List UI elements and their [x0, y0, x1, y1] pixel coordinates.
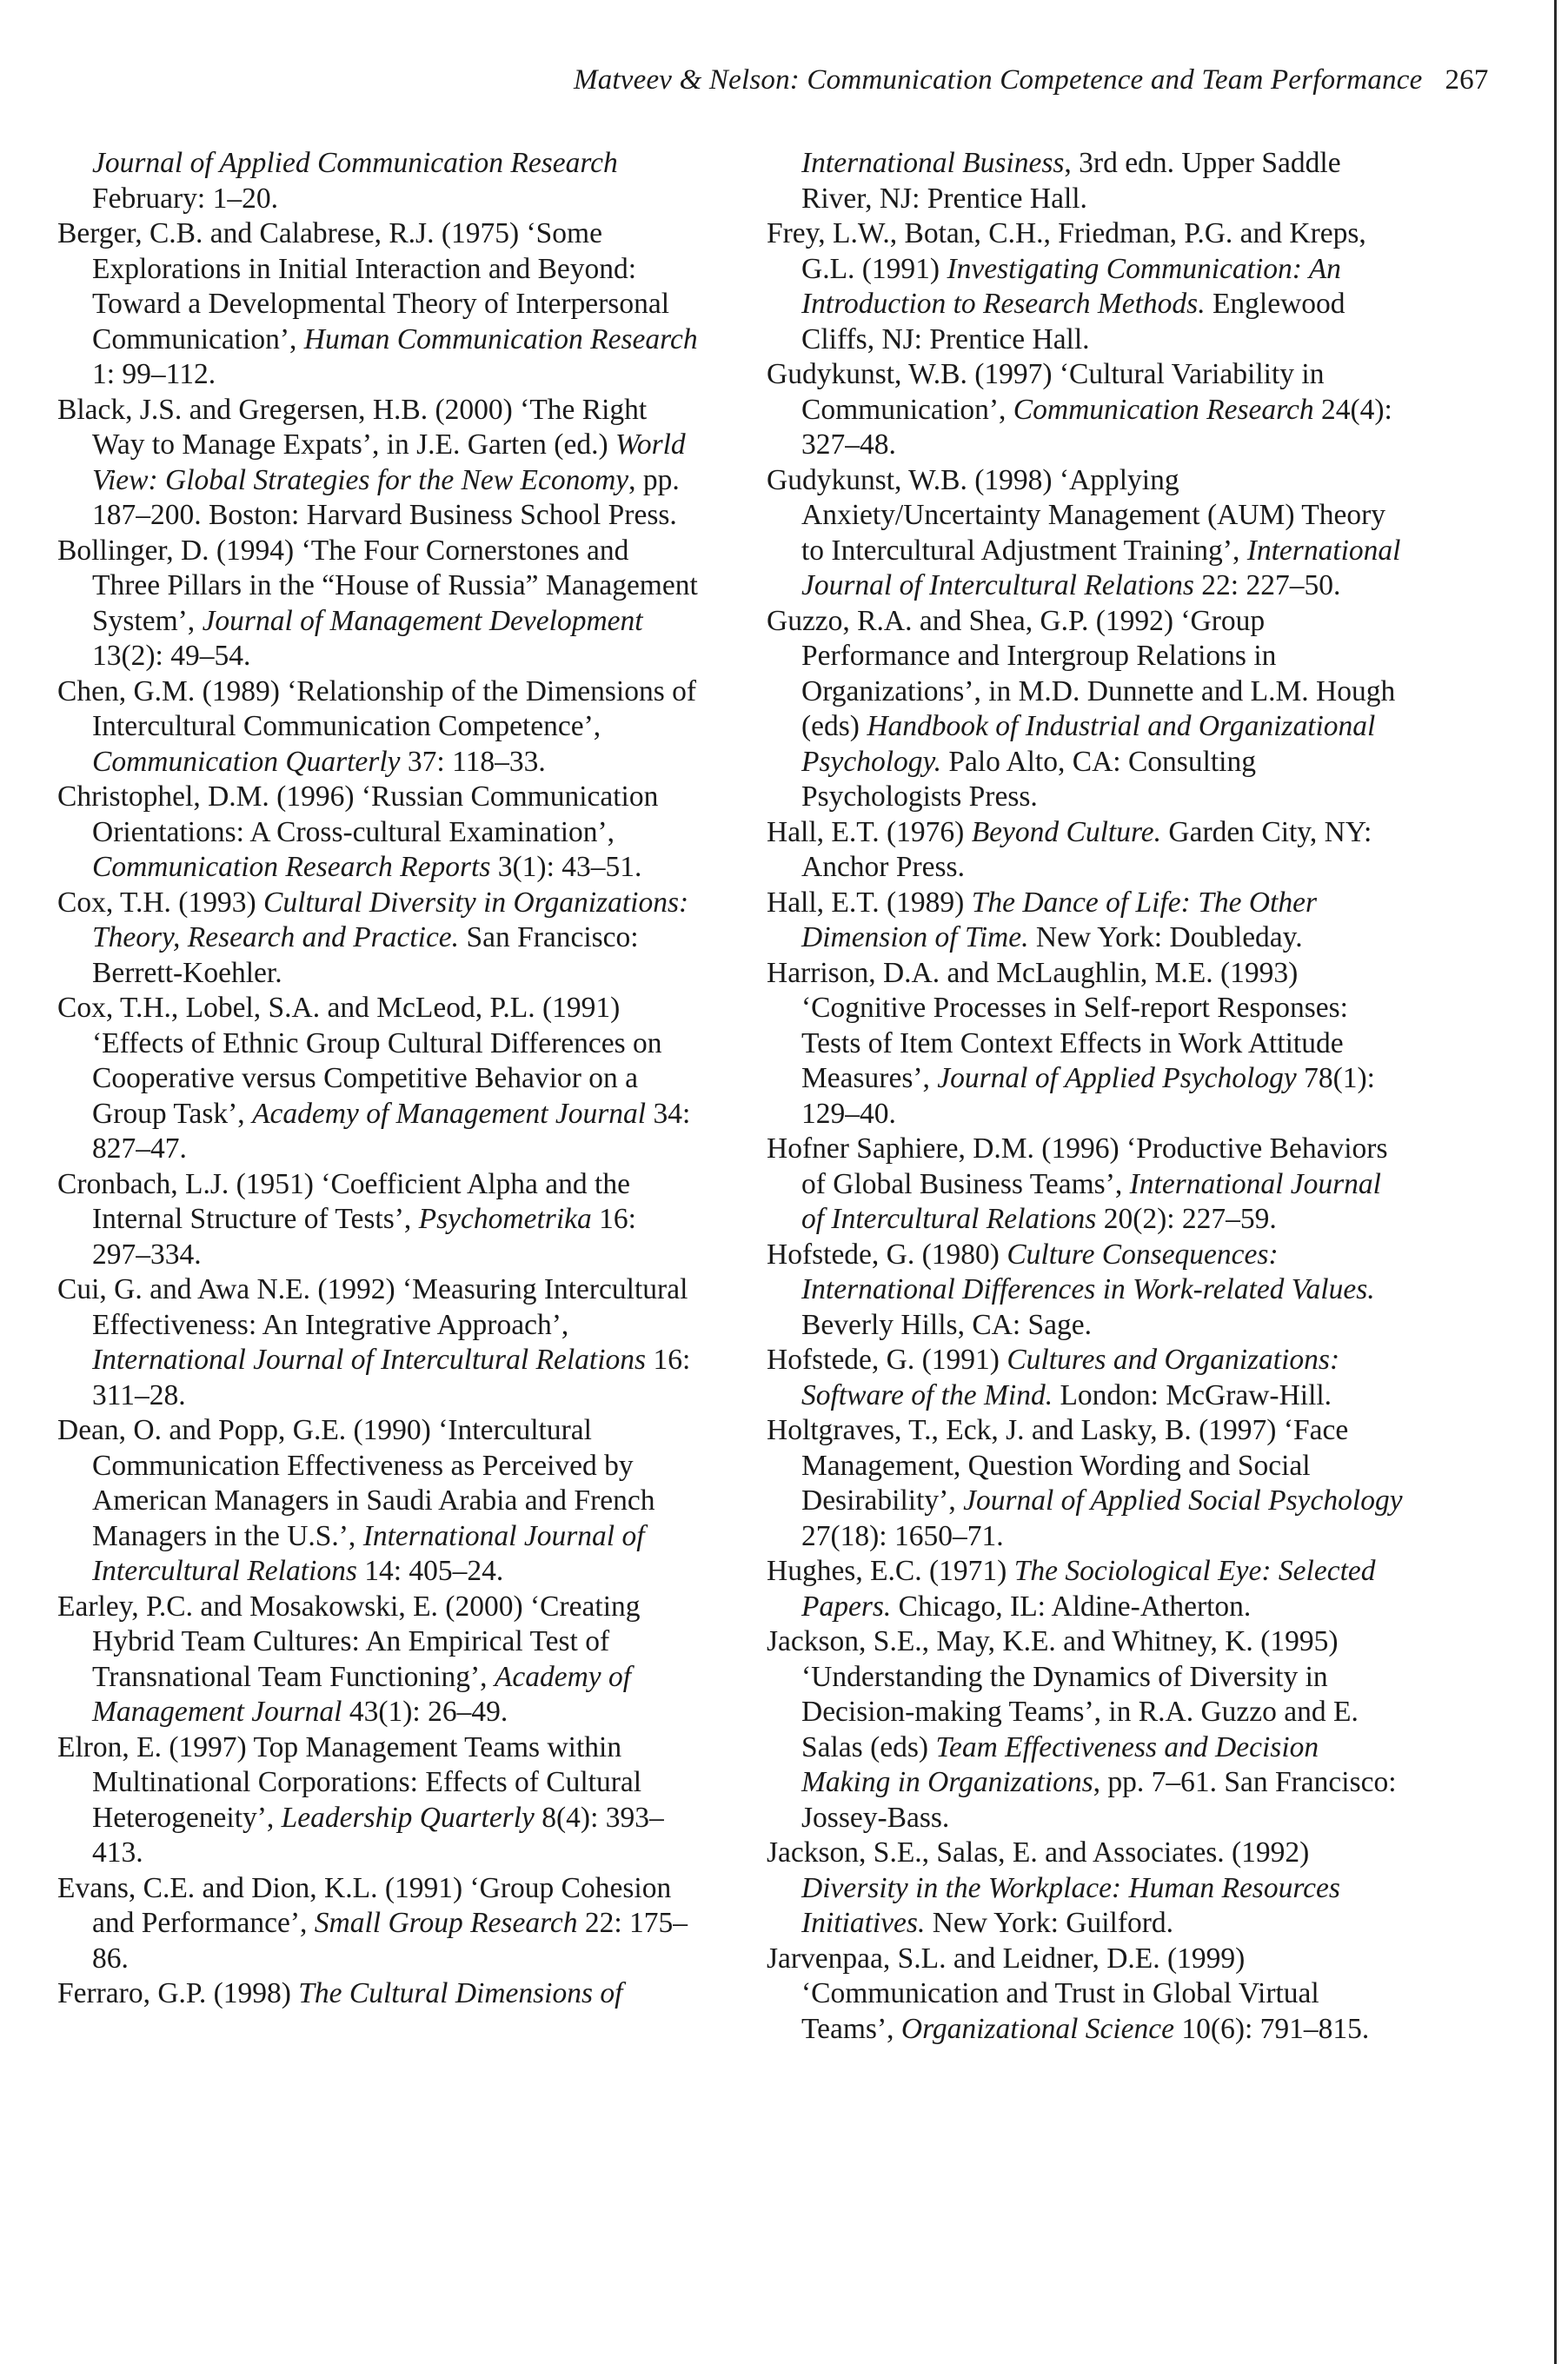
- reference-text: Chicago, IL: Aldine-Atherton.: [891, 1590, 1252, 1623]
- reference-title-italic: Academy of Management Journal: [92, 1660, 632, 1728]
- reference-text: Ferraro, G.P. (1998): [57, 1977, 299, 2009]
- reference-text: 1: 99–112.: [92, 358, 216, 390]
- reference-title-italic: Journal of Applied Psychology: [937, 1062, 1297, 1094]
- reference-entry: [57, 1871, 701, 1977]
- reference-title-italic: Communication Research: [1013, 393, 1314, 426]
- reference-text: Hofstede, G. (1991): [767, 1344, 1007, 1376]
- reference-title-italic: Small Group Research: [314, 1907, 578, 1939]
- reference-text: Hall, E.T. (1976): [767, 815, 972, 848]
- reference-title-italic: Organizational Science: [900, 2012, 1175, 2045]
- reference-text: Earley, P.C. and Mosakowski, E. (2000) ‘Creating Hybrid Team Cultures: An Empirical Test of Transnational Team Functioning’,: [57, 1590, 641, 1693]
- reference-text: 24(4): 327–48.: [801, 393, 1392, 461]
- reference-text: Christophel, D.M. (1996) ‘Russian Communication Orientations: A Cross-cultural Examination’,: [57, 780, 659, 848]
- reference-text: Frey, L.W., Botan, C.H., Friedman, P.G. and Kreps, G.L. (1991): [767, 217, 1366, 285]
- reference-text: Gudykunst, W.B. (1998) ‘Applying Anxiety/Uncertainty Management (AUM) Theory to Intercultural Adjustment Training’,: [767, 463, 1385, 567]
- reference-text: Berger, C.B. and Calabrese, R.J. (1975) ‘Some Explorations in Initial Interaction and Beyond: Toward a Developmental Theory of Interpersonal Communication’,: [57, 217, 669, 355]
- reference-title-italic: Handbook of Industrial and Organizational Psychology.: [801, 710, 1376, 778]
- reference-text: Holtgraves, T., Eck, J. and Lasky, B. (1997) ‘Face Management, Question Wording and Social Desirability’,: [767, 1414, 1349, 1517]
- reference-text: Guzzo, R.A. and Shea, G.P. (1992) ‘Group Performance and Intergroup Relations in Organizations’, in M.D. Dunnette and L.M. Hough (eds): [767, 604, 1396, 742]
- reference-text: Chen, G.M. (1989) ‘Relationship of the Dimensions of Intercultural Communication Competence’,: [57, 674, 697, 742]
- reference-entry: [57, 146, 701, 216]
- reference-text: Garden City, NY: Anchor Press.: [801, 815, 1372, 883]
- reference-title-italic: Investigating Communication: An Introduction to Research Methods.: [801, 252, 1341, 320]
- reference-text: Hughes, E.C. (1971): [767, 1555, 1014, 1587]
- reference-entry: [767, 146, 1410, 216]
- reference-text: Black, J.S. and Gregersen, H.B. (2000) ‘The Right Way to Manage Expats’, in J.E. Garten (ed.): [57, 393, 648, 461]
- page-edge-line: [1554, 0, 1557, 2364]
- running-header: [574, 64, 1489, 96]
- reference-title-italic: World View: Global Strategies for the New Economy: [92, 428, 686, 496]
- reference-title-italic: Cultural Diversity in Organizations: Theory, Research and Practice.: [92, 886, 689, 953]
- reference-text: 34: 827–47.: [92, 1097, 691, 1165]
- reference-text: 22: 175–86.: [92, 1907, 688, 1975]
- page-number: 267: [1445, 64, 1489, 96]
- reference-entry: [57, 1167, 701, 1273]
- reference-title-italic: Team Effectiveness and Decision Making in Organizations: [801, 1730, 1319, 1798]
- reference-text: Englewood Cliffs, NJ: Prentice Hall.: [801, 288, 1345, 355]
- reference-text: 13(2): 49–54.: [92, 640, 251, 672]
- reference-text: 22: 227–50.: [1193, 569, 1341, 601]
- reference-entry: [57, 1976, 701, 2012]
- reference-text: Gudykunst, W.B. (1997) ‘Cultural Variability in Communication’,: [767, 358, 1325, 426]
- reference-title-italic: Culture Consequences: International Differences in Work-related Values.: [801, 1238, 1375, 1305]
- reference-entry: [767, 1238, 1410, 1344]
- reference-title-italic: International Business: [801, 147, 1065, 179]
- reference-text: Elron, E. (1997) Top Management Teams within Multinational Corporations: Effects of Cultural Heterogeneity’,: [57, 1730, 642, 1834]
- reference-entry: [767, 1343, 1410, 1413]
- reference-entry: [57, 1413, 701, 1590]
- reference-text: Hofner Saphiere, D.M. (1996) ‘Productive Behaviors of Global Business Teams’,: [767, 1132, 1388, 1200]
- reference-title-italic: Journal of Applied Social Psychology: [963, 1484, 1403, 1517]
- reference-title-italic: Diversity in the Workplace: Human Resources Initiatives.: [801, 1871, 1340, 1939]
- reference-text: Cui, G. and Awa N.E. (1992) ‘Measuring Intercultural Effectiveness: An Integrative Approach’,: [57, 1273, 688, 1341]
- reference-text: 20(2): 227–59.: [1096, 1203, 1277, 1235]
- reference-text: 27(18): 1650–71.: [801, 1519, 1004, 1552]
- reference-text: San Francisco: Berrett-Koehler.: [92, 921, 639, 989]
- reference-title-italic: Communication Quarterly: [92, 745, 401, 778]
- running-title: Matveev & Nelson: Communication Competence and Team Performance: [574, 64, 1423, 96]
- reference-text: Bollinger, D. (1994) ‘The Four Cornerstones and Three Pillars in the “House of Russia” Management System’,: [57, 534, 698, 637]
- reference-text: , pp. 7–61. San Francisco: Jossey-Bass.: [801, 1766, 1397, 1834]
- reference-text: Cronbach, L.J. (1951) ‘Coefficient Alpha and the Internal Structure of Tests’,: [57, 1167, 630, 1235]
- reference-text: 8(4): 393–413.: [92, 1801, 664, 1869]
- reference-text: London: McGraw-Hill.: [1053, 1378, 1332, 1411]
- reference-entry: [767, 1836, 1410, 1942]
- reference-entry: [767, 1132, 1410, 1238]
- reference-entry: [57, 1730, 701, 1871]
- reference-entry: [767, 1554, 1410, 1624]
- reference-text: 78(1): 129–40.: [801, 1062, 1375, 1130]
- reference-entry: [767, 1624, 1410, 1836]
- reference-entry: [767, 357, 1410, 463]
- reference-text: Jackson, S.E., Salas, E. and Associates. (1992): [767, 1836, 1310, 1869]
- reference-text: February: 1–20.: [92, 182, 278, 215]
- reference-title-italic: The Cultural Dimensions of: [298, 1977, 623, 2009]
- reference-text: Cox, T.H. (1993): [57, 886, 263, 919]
- reference-title-italic: International Journal of Intercultural Relations: [801, 1167, 1381, 1235]
- reference-title-italic: Cultures and Organizations: Software of the Mind.: [801, 1344, 1340, 1411]
- references-right-column: [767, 146, 1410, 2047]
- reference-entry: [767, 1942, 1410, 2048]
- reference-title-italic: Academy of Management Journal: [252, 1097, 647, 1130]
- reference-text: Beverly Hills, CA: Sage.: [801, 1308, 1093, 1341]
- reference-title-italic: Leadership Quarterly: [281, 1801, 535, 1834]
- reference-text: 16: 311–28.: [92, 1344, 691, 1411]
- reference-text: Hall, E.T. (1989): [767, 886, 972, 919]
- reference-entry: [57, 674, 701, 780]
- reference-entry: [767, 463, 1410, 604]
- reference-text: 3(1): 43–51.: [490, 851, 642, 883]
- reference-text: Jackson, S.E., May, K.E. and Whitney, K. (1995) ‘Understanding the Dynamics of Diversity in Decision-making Teams’, in R.A. Guzzo and E. Salas (eds): [767, 1625, 1359, 1763]
- reference-title-italic: International Journal of Intercultural Relations: [92, 1344, 647, 1376]
- reference-entry: [767, 216, 1410, 357]
- reference-text: Cox, T.H., Lobel, S.A. and McLeod, P.L. (1991) ‘Effects of Ethnic Group Cultural Differences on Cooperative versus Competitive Behavior on a Group Task’,: [57, 992, 662, 1130]
- reference-entry: [57, 991, 701, 1167]
- references-left-column: [57, 146, 701, 2012]
- reference-entry: [767, 886, 1410, 956]
- reference-title-italic: International Journal of Intercultural Relations: [92, 1519, 645, 1587]
- reference-text: 37: 118–33.: [400, 745, 546, 778]
- reference-title-italic: Psychometrika: [418, 1203, 592, 1235]
- reference-title-italic: International Journal of Intercultural Relations: [801, 534, 1401, 601]
- reference-title-italic: Journal of Management Development: [202, 604, 643, 637]
- reference-title-italic: The Dance of Life: The Other Dimension of Time.: [801, 886, 1317, 953]
- reference-text: , 3rd edn. Upper Saddle River, NJ: Prentice Hall.: [801, 147, 1341, 215]
- reference-text: 10(6): 791–815.: [1174, 2012, 1370, 2045]
- reference-text: Palo Alto, CA: Consulting Psychologists Press.: [801, 745, 1256, 813]
- reference-entry: [57, 393, 701, 534]
- reference-entry: [57, 1272, 701, 1413]
- reference-title-italic: Beyond Culture.: [971, 815, 1162, 848]
- reference-text: Dean, O. and Popp, G.E. (1990) ‘Intercultural Communication Effectiveness as Perceived by American Managers in Saudi Arabia and French Managers in the U.S.’,: [57, 1414, 655, 1552]
- reference-entry: [57, 886, 701, 992]
- reference-title-italic: Journal of Applied Communication Research: [92, 147, 618, 179]
- reference-text: Harrison, D.A. and McLaughlin, M.E. (1993) ‘Cognitive Processes in Self-report Responses: Tests of Item Context Effects in Work Attitude Measures’,: [767, 956, 1348, 1094]
- reference-text: Evans, C.E. and Dion, K.L. (1991) ‘Group Cohesion and Performance’,: [57, 1871, 672, 1939]
- reference-entry: [767, 604, 1410, 815]
- reference-text: Jarvenpaa, S.L. and Leidner, D.E. (1999) ‘Communication and Trust in Global Virtual Teams’,: [767, 1942, 1319, 2045]
- reference-entry: [767, 815, 1410, 886]
- reference-text: 16: 297–334.: [92, 1203, 636, 1271]
- reference-text: 14: 405–24.: [356, 1555, 504, 1587]
- reference-entry: [57, 216, 701, 393]
- reference-title-italic: The Sociological Eye: Selected Papers.: [801, 1555, 1376, 1623]
- reference-text: New York: Guilford.: [925, 1907, 1174, 1939]
- reference-entry: [57, 534, 701, 674]
- reference-title-italic: Human Communication Research: [303, 322, 698, 355]
- reference-entry: [767, 1413, 1410, 1554]
- reference-text: Hofstede, G. (1980): [767, 1238, 1007, 1271]
- reference-entry: [767, 956, 1410, 1132]
- reference-text: New York: Doubleday.: [1028, 921, 1303, 953]
- reference-text: , pp. 187–200. Boston: Harvard Business School Press.: [92, 463, 680, 531]
- reference-entry: [57, 780, 701, 886]
- reference-entry: [57, 1590, 701, 1730]
- reference-title-italic: Communication Research Reports: [92, 851, 491, 883]
- reference-text: 43(1): 26–49.: [342, 1696, 508, 1728]
